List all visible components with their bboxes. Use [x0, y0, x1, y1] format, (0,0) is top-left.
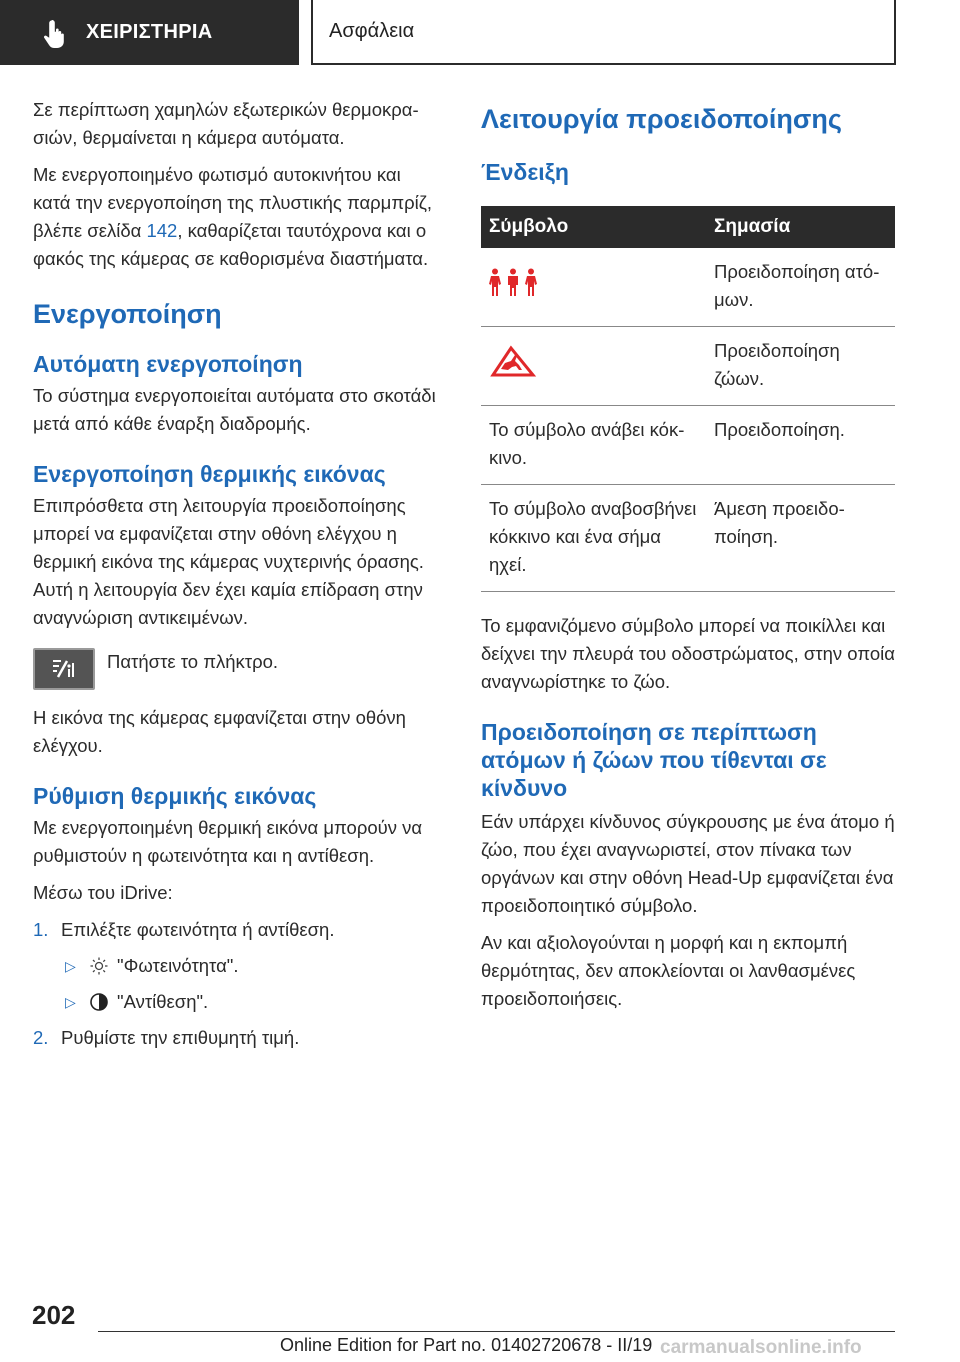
header-chapter-tab[interactable]	[311, 0, 896, 65]
step-1	[33, 916, 443, 944]
symbol-table-header	[481, 206, 895, 248]
auto-activation-heading: Αυτόματη ενεργοποίηση	[33, 351, 303, 377]
steps-list	[33, 916, 443, 944]
watermark: carmanualsonline.info	[660, 1337, 862, 1358]
right-column	[481, 96, 895, 1022]
animal-warning-icon	[489, 345, 537, 379]
section-label: ΧΕΙΡΙΣΤΗΡΙΑ	[86, 21, 213, 43]
night-vision-button-image	[33, 648, 95, 690]
auto-activation-text: Το σύστημα ενεργοποιείται αυτόματα στο σκοτάδι μετά από κάθε έναρξη διαδρομής.	[33, 385, 436, 434]
table-cell-meaning: Προειδοποίηση ατόμων.	[706, 248, 895, 327]
step-1-text: Επιλέξτε φωτεινότητα ή αντίθεση.	[61, 919, 335, 940]
substep-brightness-text: "Φωτεινότητα".	[117, 955, 239, 976]
substep-contrast	[33, 988, 443, 1016]
page-link-142[interactable]: 142	[146, 220, 178, 241]
step-2	[33, 1024, 443, 1052]
table-cell-meaning: Άμεση προειδοποίηση.	[706, 485, 895, 592]
indication-heading: Ένδειξη	[481, 159, 569, 185]
table-row	[481, 406, 895, 485]
step-2-text: Ρυθμίστε την επιθυμητή τιμή.	[61, 1027, 300, 1048]
left-column	[33, 96, 443, 1060]
hand-pointer-icon	[40, 16, 74, 50]
edition-text: Online Edition for Part no. 01402720678 - II/19	[280, 1335, 653, 1355]
brightness-icon	[89, 956, 109, 976]
table-cell-symbol: Το σύμβολο αναβοσβήνει κόκκινο και ένα σήμα ηχεί.	[481, 485, 706, 592]
table-row	[481, 248, 895, 327]
steps-list-cont	[33, 1024, 443, 1052]
activation-heading: Ενεργοποίηση	[33, 299, 222, 329]
image-shown-text: Η εικόνα της κάμερας εμφανίζεται στην οθόνη ελέγχου.	[33, 707, 406, 756]
button-instruction	[33, 648, 443, 690]
chapter-label: Ασφάλεια	[329, 20, 415, 42]
step-2-number: 2.	[33, 1027, 49, 1048]
substep-contrast-text: "Αντίθεση".	[117, 991, 209, 1012]
after-table-text: Το εμφανιζόμενο σύμβολο μπορεί να ποικίλλει και δείχνει την πλευρά του οδοστρώματος, στην οποία αναγνωρίστηκε το ζώο.	[481, 615, 895, 692]
table-row	[481, 485, 895, 592]
pedestrian-warning-icon	[489, 268, 537, 298]
triangle-bullet-icon: ▷	[65, 958, 76, 974]
danger-paragraph-1: Εάν υπάρχει κίνδυνος σύγκρουσης με ένα άτομο ή ζώο, που έχει αναγνωριστεί, στον πίνακα των οργάνων και στην οθόνη Head-Up εμφανίζεται ένα προειδοποιητικό σύμβολο.	[481, 811, 895, 916]
adjust-thermal-text: Με ενεργοποιημένη θερμική εικόνα μπορούν να ρυθμιστούν η φωτεινότητα και η αντίθεση.	[33, 817, 423, 866]
table-cell-symbol	[481, 248, 706, 327]
table-cell-meaning: Προειδοποίηση ζώων.	[706, 327, 895, 406]
intro-paragraph-2	[33, 161, 443, 273]
via-idrive-text: Μέσω του iDrive:	[33, 882, 173, 903]
thermal-activation-heading: Ενεργοποίηση θερμικής εικόνας	[33, 461, 386, 487]
triangle-bullet-icon: ▷	[65, 994, 76, 1010]
table-cell-symbol	[481, 327, 706, 406]
danger-warning-heading: Προειδοποίηση σε περίπτωση ατόμων ή ζώων που τίθενται σε κίνδυνο	[481, 719, 827, 801]
intro-text-a: Με ενεργοποιημένο φωτισμό αυτοκινήτου και κατά την ενεργοποίηση της πλυστικής παρμπρίζ, βλέπε σελίδα	[33, 164, 433, 241]
danger-paragraph-2: Αν και αξιολογούνται η μορφή και η εκπομπή θερμότητας, δεν αποκλείονται οι λανθασμένες προειδοποιήσεις.	[481, 932, 856, 1009]
page-number: 202	[32, 1300, 76, 1330]
footer-divider	[98, 1331, 895, 1332]
symbol-table	[481, 206, 895, 592]
night-vision-icon	[47, 657, 81, 681]
intro-text-b: , καθαρίζεται ταυτόχρονα και ο φακός της κάμερας σε καθορισμένα διαστήματα.	[33, 220, 429, 269]
table-cell-meaning: Προειδοποίηση.	[706, 406, 895, 485]
press-button-text: Πατήστε το πλήκτρο.	[107, 651, 279, 672]
thermal-activation-text: Επιπρόσθετα στη λειτουργία προειδοποίησης μπορεί να εμφανίζεται στην οθόνη ελέγχου η θερμική εικόνα της κάμερας νυχτερινής όρασης. Αυτή η λειτουργία δεν έχει καμία επίδραση στην αναγνώριση αντικειμένων.	[33, 495, 424, 628]
col-symbol-header: Σύμβολο	[481, 206, 706, 248]
table-row	[481, 327, 895, 406]
substep-brightness	[33, 952, 443, 980]
step-1-number: 1.	[33, 919, 49, 940]
warning-function-heading: Λειτουργία προειδοποίησης	[481, 104, 842, 134]
table-cell-symbol: Το σύμβολο ανάβει κόκκινο.	[481, 406, 706, 485]
intro-paragraph-1: Σε περίπτωση χαμηλών εξωτερικών θερμοκρασιών, θερμαίνεται η κάμερα αυτόματα.	[33, 99, 419, 148]
contrast-icon	[89, 992, 109, 1012]
col-meaning-header: Σημασία	[706, 206, 895, 248]
header-section-tab[interactable]	[0, 0, 299, 65]
adjust-thermal-heading: Ρύθμιση θερμικής εικόνας	[33, 783, 317, 809]
